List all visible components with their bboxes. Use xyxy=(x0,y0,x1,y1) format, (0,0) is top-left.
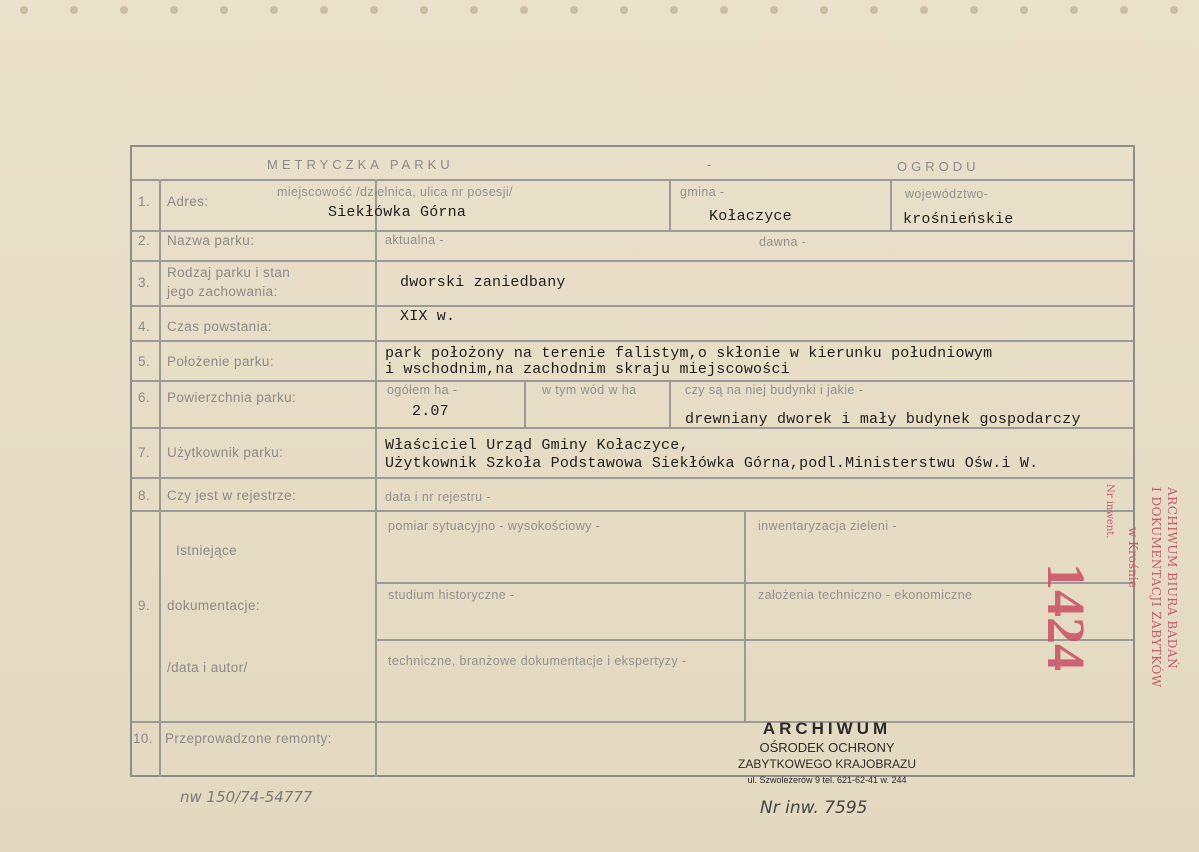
row-number: 7. xyxy=(138,445,151,460)
register-label: Czy jest w rejestrze: xyxy=(167,488,297,503)
buildings-label: czy są na niej budynki i jakie - xyxy=(685,383,864,397)
area-label: Powierzchnia parku: xyxy=(167,390,297,405)
title-dash: - xyxy=(707,157,716,172)
documentation-label-2: dokumentacje: xyxy=(167,598,261,613)
former-name-label: dawna - xyxy=(759,235,807,249)
red-stamp-line-1: ARCHIWUM BIURA BADAŃ xyxy=(1165,487,1179,670)
voivodeship-value: krośnieńskie xyxy=(903,211,1014,228)
handwritten-note-left: nw 150/74-54777 xyxy=(180,788,313,806)
perforation-hole xyxy=(370,6,378,14)
form-subtitle: OGRODU xyxy=(897,159,980,174)
locality-value: Siekłówka Górna xyxy=(328,204,467,221)
red-stamp-line-2: I DOKUMENTACJI ZABYTKÓW xyxy=(1149,487,1163,688)
owner-value: Właściciel Urząd Gminy Kołaczyce, xyxy=(385,437,689,454)
perforation-hole xyxy=(420,6,428,14)
creation-time-value: XIX w. xyxy=(400,308,456,325)
row-divider xyxy=(132,380,1133,382)
park-type-label: Rodzaj parku i stan xyxy=(167,265,291,280)
current-name-label: aktualna - xyxy=(385,233,444,247)
perforation-hole xyxy=(20,6,28,14)
perforation-hole xyxy=(920,6,928,14)
perforation-hole xyxy=(720,6,728,14)
form-title: METRYCZKA PARKU xyxy=(267,157,454,172)
technical-docs-label: techniczne, branżowe dokumentacje i ekspertyzy - xyxy=(388,654,687,668)
user-label: Użytkownik parku: xyxy=(167,445,284,460)
voivodeship-label: województwo- xyxy=(905,187,989,201)
perforation-hole xyxy=(1070,6,1078,14)
row-number: 5. xyxy=(138,354,151,369)
archive-stamp-line-2: OŚRODEK OCHRONY xyxy=(759,740,895,755)
address-label: Adres: xyxy=(167,194,209,209)
perforation-hole xyxy=(870,6,878,14)
archive-stamp-line-4: ul. Szwoleżerów 9 tel. 621-62-41 w. 244 xyxy=(747,775,907,785)
perforation-hole xyxy=(1120,6,1128,14)
row-number: 10. xyxy=(133,731,153,746)
column-rule xyxy=(669,380,671,427)
row-divider xyxy=(375,639,1133,641)
row-number: 3. xyxy=(138,275,151,290)
commune-value: Kołaczyce xyxy=(709,208,792,225)
perforation-hole xyxy=(270,6,278,14)
row-divider xyxy=(132,477,1133,479)
park-name-label: Nazwa parku: xyxy=(167,233,255,248)
perforation-hole xyxy=(1020,6,1028,14)
total-area-label: ogółem ha - xyxy=(387,383,458,397)
row-divider xyxy=(132,230,1133,232)
perforation-hole xyxy=(470,6,478,14)
perforation-hole xyxy=(120,6,128,14)
perforation-hole xyxy=(620,6,628,14)
column-rule xyxy=(524,380,526,427)
perforation-hole xyxy=(1170,6,1178,14)
commune-label: gmina - xyxy=(680,185,725,199)
perforation-hole xyxy=(570,6,578,14)
row-number: 8. xyxy=(138,488,151,503)
perforation-hole xyxy=(520,6,528,14)
location-line-1: park położony na terenie falistym,o skłonie w kierunku południowym xyxy=(385,345,993,362)
row-divider xyxy=(132,305,1133,307)
perforation-hole xyxy=(220,6,228,14)
greenery-inventory-label: inwentaryzacja zieleni - xyxy=(758,519,897,533)
user-value: Użytkownik Szkoła Podstawowa Siekłówka Górna,podl.Ministerstwu Ośw.i W. xyxy=(385,455,1039,472)
row-number: 4. xyxy=(138,319,151,334)
survey-doc-label: pomiar sytuacyjno - wysokościowy - xyxy=(388,519,601,533)
documentation-label-1: Istniejące xyxy=(176,543,238,558)
creation-time-label: Czas powstania: xyxy=(167,319,273,334)
water-area-label: w tym wód w ha xyxy=(542,383,637,397)
perforation-hole xyxy=(970,6,978,14)
column-rule xyxy=(744,510,746,721)
row-number: 1. xyxy=(138,194,151,209)
row-divider xyxy=(132,510,1133,512)
park-record-form xyxy=(130,145,1135,777)
total-area-value: 2.07 xyxy=(412,403,449,420)
locality-label: miejscowość /dzielnica, ulica nr posesji/ xyxy=(277,185,513,199)
column-rule xyxy=(890,179,892,230)
number-column-rule xyxy=(159,179,161,777)
row-number: 6. xyxy=(138,390,151,405)
row-number: 9. xyxy=(138,598,151,613)
row-divider xyxy=(132,340,1133,342)
row-divider xyxy=(375,582,1133,584)
row-number: 2. xyxy=(138,233,151,248)
park-type-label-2: jego zachowania: xyxy=(167,284,278,299)
perforation-hole xyxy=(320,6,328,14)
red-stamp-inventory-number: 1424 xyxy=(1036,563,1096,671)
perforation-hole xyxy=(670,6,678,14)
label-column-rule xyxy=(375,179,377,777)
archive-stamp-title: ARCHIWUM xyxy=(762,719,892,738)
perforation-hole xyxy=(70,6,78,14)
buildings-value: drewniany dworek i mały budynek gospodarczy xyxy=(685,411,1081,428)
red-stamp-inventory-label: Nr inwent. xyxy=(1104,484,1115,539)
handwritten-inventory-note: Nr inw. 7595 xyxy=(760,798,868,818)
perforation-hole xyxy=(170,6,178,14)
row-divider xyxy=(132,721,1133,723)
location-line-2: i wschodnim,na zachodnim skraju miejscowości xyxy=(385,361,790,378)
archive-stamp xyxy=(712,719,942,785)
historical-study-label: studium historyczne - xyxy=(388,588,515,602)
renovations-label: Przeprowadzone remonty: xyxy=(165,731,332,746)
red-stamp-line-3: w Krośnie xyxy=(1126,527,1140,588)
perforation-hole xyxy=(820,6,828,14)
column-rule xyxy=(669,179,671,230)
register-value: data i nr rejestru - xyxy=(385,490,491,504)
archive-stamp-line-3: ZABYTKOWEGO KRAJOBRAZU xyxy=(737,757,917,771)
perforation-edge xyxy=(0,0,1199,20)
row-divider xyxy=(132,179,1133,181)
location-label: Położenie parku: xyxy=(167,354,274,369)
row-divider xyxy=(132,260,1133,262)
technical-economic-label: założenia techniczno - ekonomiczne xyxy=(758,588,973,602)
documentation-label-3: /data i autor/ xyxy=(167,660,248,675)
perforation-hole xyxy=(770,6,778,14)
park-type-value: dworski zaniedbany xyxy=(400,274,566,291)
